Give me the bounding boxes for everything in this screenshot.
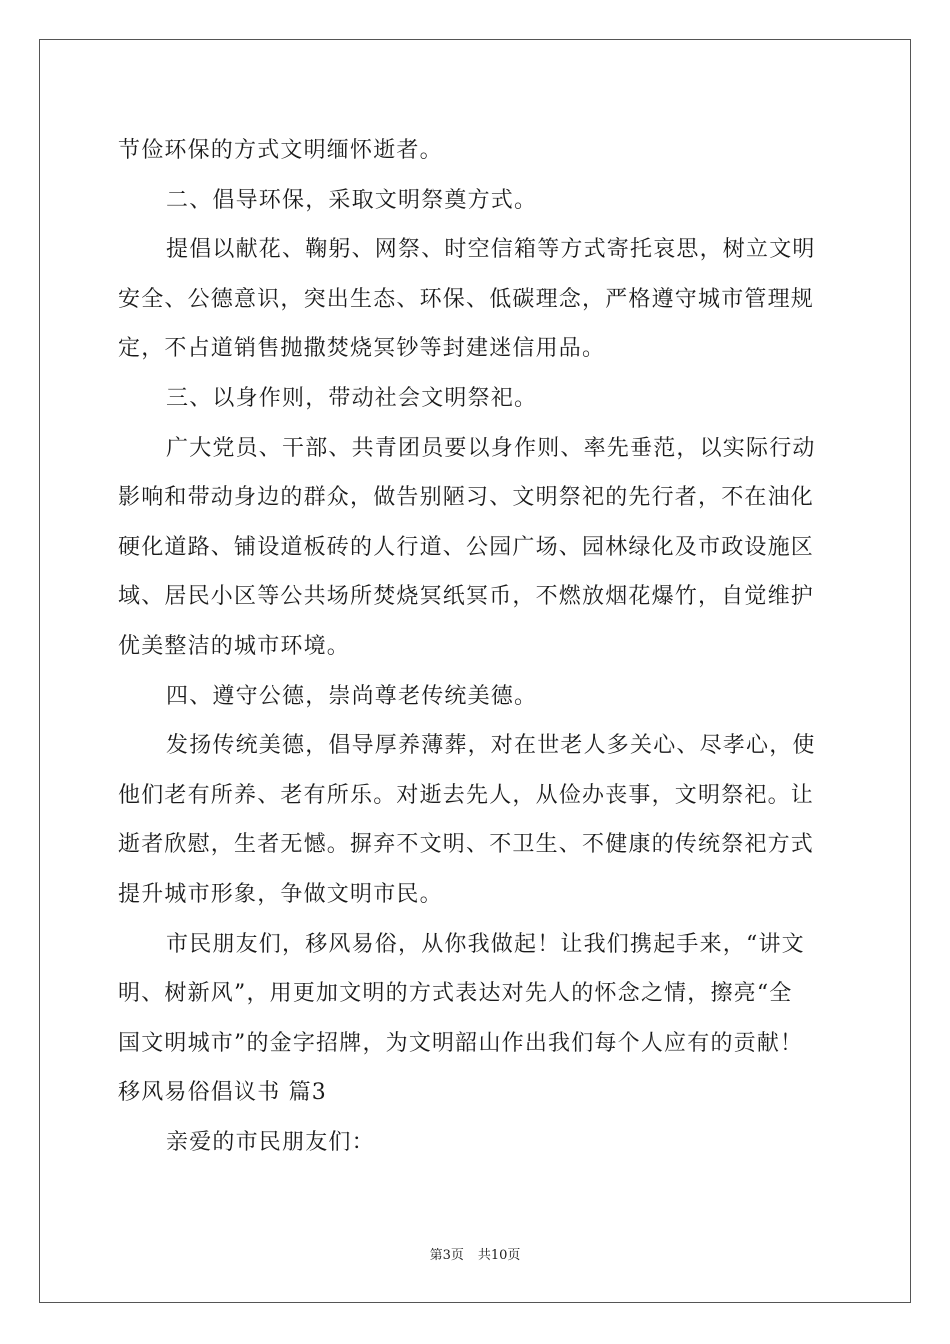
text-line: 提升城市形象，争做文明市民。: [118, 881, 443, 907]
text-line: 定，不占道销售抛撒焚烧冥钞等封建迷信用品。: [118, 336, 606, 362]
text-line: 广大党员、干部、共青团员要以身作则、率先垂范，以实际行动: [166, 435, 816, 461]
text-line: 市民朋友们，移风易俗，从你我做起！让我们携起手来，“讲文: [166, 931, 805, 957]
text-line: 提倡以献花、鞠躬、网祭、时空信箱等方式寄托哀思，树立文明: [166, 237, 816, 263]
page-number: 第3页: [429, 1248, 464, 1263]
section-heading: 二、倡导环保，采取文明祭奠方式。: [166, 187, 538, 213]
text-line: 他们老有所养、老有所乐。对逝去先人，从俭办丧事，文明祭祀。让: [118, 782, 815, 808]
section-heading: 四、遵守公德，崇尚尊老传统美德。: [166, 683, 538, 709]
text-line: 发扬传统美德，倡导厚养薄葬，对在世老人多关心、尽孝心，使: [166, 733, 816, 759]
text-line: 硬化道路、铺设道板砖的人行道、公园广场、园林绿化及市政设施区: [118, 534, 815, 560]
text-line: 影响和带动身边的群众，做告别陋习、文明祭祀的先行者，不在油化: [118, 485, 815, 511]
text-line: 明、树新风”，用更加文明的方式表达对先人的怀念之情，擦亮“全: [118, 981, 793, 1007]
page-total: 共10页: [477, 1248, 521, 1263]
document-body: [118, 126, 838, 1167]
page-footer: [0, 1248, 950, 1264]
text-line: 优美整洁的城市环境。: [118, 633, 351, 659]
text-line: 域、居民小区等公共场所焚烧冥纸冥币，不燃放烟花爆竹，自觉维护: [118, 584, 815, 610]
text-line: 节俭环保的方式文明缅怀逝者。: [118, 138, 443, 163]
text-line: 逝者欣慰，生者无憾。摒弃不文明、不卫生、不健康的传统祭祀方式: [118, 832, 815, 858]
text-line: 安全、公德意识，突出生态、环保、低碳理念，严格遵守城市管理规: [118, 286, 815, 312]
section-heading: 三、以身作则，带动社会文明祭祀。: [166, 385, 538, 411]
salutation: 亲爱的市民朋友们：: [166, 1129, 375, 1155]
text-line: 国文明城市”的金字招牌，为文明韶山作出我们每个人应有的贡献！: [118, 1030, 804, 1056]
document-title: 移风易俗倡议书 篇3: [118, 1080, 327, 1106]
